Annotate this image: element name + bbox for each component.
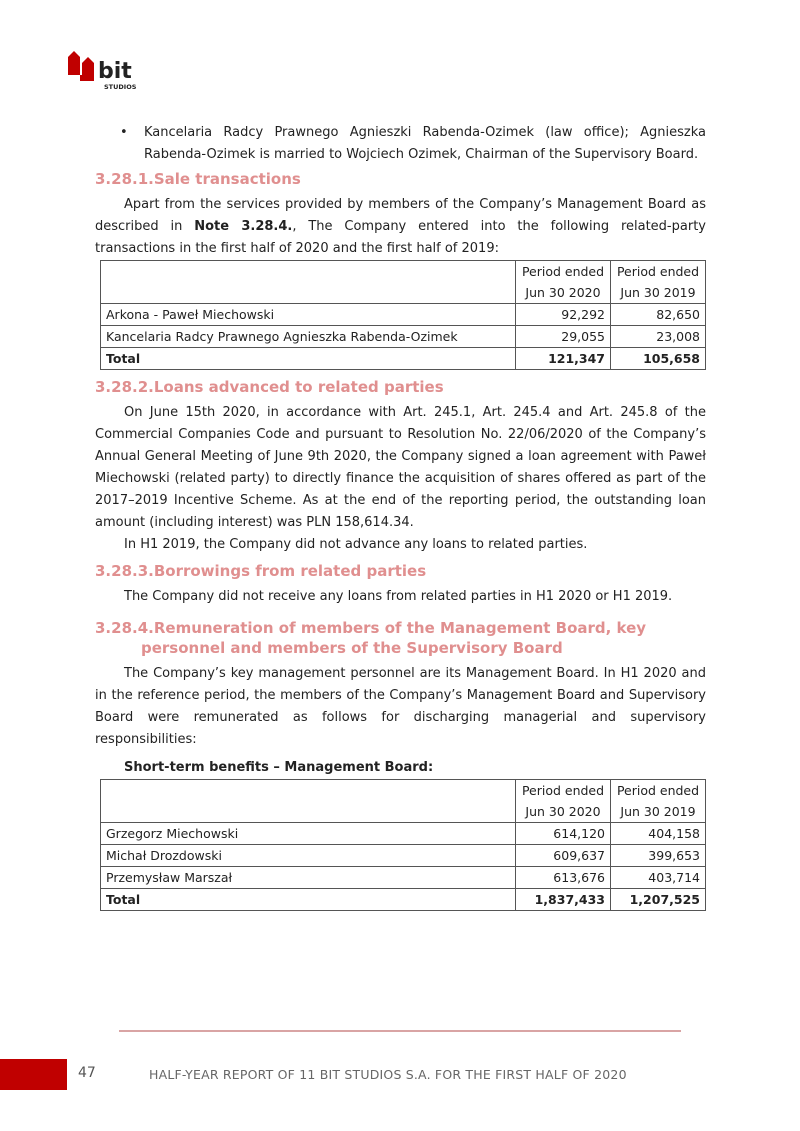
table-title: Short-term benefits – Management Board: [124, 760, 434, 775]
value-2020: 29,055 [516, 326, 611, 348]
sale-transactions-table [100, 260, 706, 370]
table-row [101, 304, 706, 326]
row-label: Grzegorz Miechowski [101, 823, 516, 845]
note-reference: Note 3.28.4. [194, 219, 293, 234]
table-total-row [101, 348, 706, 370]
sale-transactions-paragraph: Apart from the services provided by members of the Company’s Management Board as described in Note 3.28.4., The Company entered into the following related-party transactions in the first half of 2020 and the first half of 2019: [95, 197, 706, 256]
value-2019: 404,158 [611, 823, 706, 845]
remuneration-table [100, 779, 706, 911]
value-2020: 121,347 [516, 348, 611, 370]
row-label: Kancelaria Radcy Prawnego Agnieszka Rabenda-Ozimek [101, 326, 516, 348]
value-2019: 82,650 [611, 304, 706, 326]
company-logo [66, 49, 148, 93]
table-row [101, 845, 706, 867]
borrowings-paragraph: The Company did not receive any loans from related parties in H1 2020 or H1 2019. [124, 589, 673, 604]
page-content [95, 122, 706, 911]
logo-sub: STUDIOS [104, 83, 137, 91]
row-label: Przemysław Marszał [101, 867, 516, 889]
value-2019: 399,653 [611, 845, 706, 867]
value-2019: 23,008 [611, 326, 706, 348]
header-2019: Period ended Jun 30 2019 [611, 261, 706, 304]
value-2020: 614,120 [516, 823, 611, 845]
loans-advanced-paragraph-2: In H1 2019, the Company did not advance any loans to related parties. [124, 537, 588, 552]
bullet-icon: • [120, 125, 128, 140]
bullet-item [95, 122, 706, 166]
value-2020: 613,676 [516, 867, 611, 889]
row-label: Total [101, 348, 516, 370]
table-row [101, 867, 706, 889]
value-2019: 105,658 [611, 348, 706, 370]
table-row [101, 326, 706, 348]
remuneration-paragraph: The Company’s key management personnel are its Management Board. In H1 2020 and in the reference period, the members of the Company’s Management Board and Supervisory Board were remunerated as follows for discharging managerial and supervisory responsibilities: [95, 666, 706, 747]
header-2019: Period ended Jun 30 2019 [611, 780, 706, 823]
footer-accent-bar [0, 1059, 67, 1090]
logo-word: bit [98, 59, 132, 84]
header-2020: Period ended Jun 30 2020 [516, 780, 611, 823]
value-2020: 1,837,433 [516, 889, 611, 911]
bullet-text: Kancelaria Radcy Prawnego Agnieszki Rabenda-Ozimek (law office); Agnieszka Rabenda-Ozimek is married to Wojciech Ozimek, Chairman of the Supervisory Board. [144, 125, 706, 162]
row-label: Total [101, 889, 516, 911]
header-2020: Period ended Jun 30 2020 [516, 261, 611, 304]
heading-remuneration: 3.28.4.Remuneration of members of the Management Board, key personnel and members of the Supervisory Board [95, 619, 647, 657]
loans-advanced-paragraph: On June 15th 2020, in accordance with Art. 245.1, Art. 245.4 and Art. 245.8 of the Commercial Companies Code and pursuant to Resolution No. 22/06/2020 of the Company’s Annual General Meeting of June 9th 2020, the Company signed a loan agreement with Paweł Miechowski (related party) to directly finance the acquisition of shares offered as part of the 2017–2019 Incentive Scheme. As at the end of the reporting period, the outstanding loan amount (including interest) was PLN 158,614.34. [95, 405, 706, 530]
value-2020: 92,292 [516, 304, 611, 326]
value-2020: 609,637 [516, 845, 611, 867]
value-2019: 1,207,525 [611, 889, 706, 911]
footer-title: HALF-YEAR REPORT OF 11 BIT STUDIOS S.A. FOR THE FIRST HALF OF 2020 [149, 1067, 627, 1082]
heading-borrowings: 3.28.3.Borrowings from related parties [95, 562, 427, 580]
heading-sale-transactions: 3.28.1.Sale transactions [95, 170, 301, 188]
table-header-row [101, 261, 706, 304]
value-2019: 403,714 [611, 867, 706, 889]
table-header-row [101, 780, 706, 823]
row-label: Arkona - Paweł Miechowski [101, 304, 516, 326]
row-label: Michał Drozdowski [101, 845, 516, 867]
table-total-row [101, 889, 706, 911]
footer-divider [119, 1030, 681, 1032]
page-number: 47 [78, 1065, 96, 1081]
heading-loans-advanced: 3.28.2.Loans advanced to related parties [95, 378, 444, 396]
table-row [101, 823, 706, 845]
